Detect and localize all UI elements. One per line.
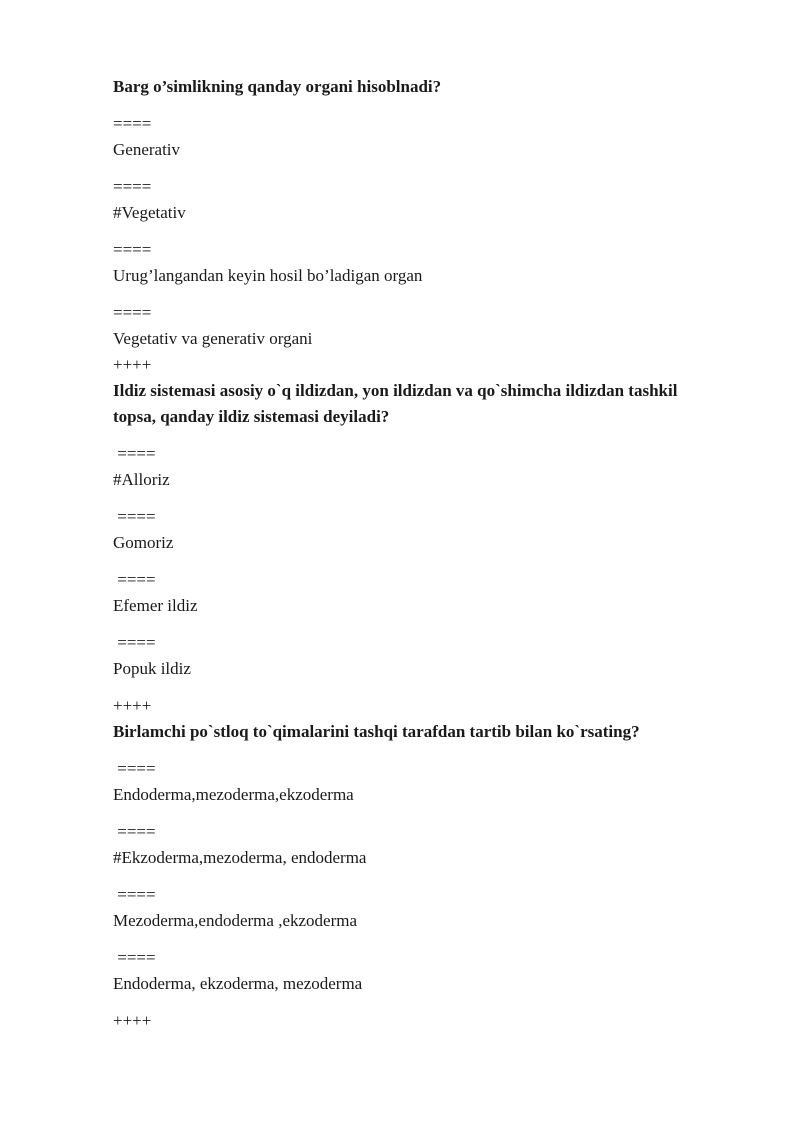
answer-separator: ==== — [113, 633, 156, 652]
answer-option: Generativ — [113, 140, 181, 159]
answer-option: #Vegetativ — [113, 203, 186, 222]
answer-option: Vegetativ va generativ organi — [113, 329, 313, 348]
question-end-delimiter: ++++ — [113, 1011, 152, 1030]
answer-separator: ==== — [113, 114, 152, 133]
question-text: topsa, qanday ildiz sistemasi deyiladi? — [113, 407, 390, 426]
answer-separator: ==== — [113, 948, 156, 967]
answer-option: #Ekzoderma,mezoderma, endoderma — [113, 848, 367, 867]
answer-option: Urug’langandan keyin hosil bo’ladigan organ — [113, 266, 423, 285]
answer-option: Endoderma, ekzoderma, mezoderma — [113, 974, 363, 993]
answer-option: Gomoriz — [113, 533, 174, 552]
answer-option: Popuk ildiz — [113, 659, 191, 678]
answer-option: #Alloriz — [113, 470, 170, 489]
answer-option: Endoderma,mezoderma,ekzoderma — [113, 785, 354, 804]
answer-separator: ==== — [113, 570, 156, 589]
answer-separator: ==== — [113, 240, 152, 259]
answer-separator: ==== — [113, 507, 156, 526]
question-text: Ildiz sistemasi asosiy o`q ildizdan, yon ildizdan va qo`shimcha ildizdan tashkil — [113, 381, 678, 400]
answer-separator: ==== — [113, 177, 152, 196]
document-body — [113, 74, 755, 1034]
question-text: Barg o’simlikning qanday organi hisoblnadi? — [113, 77, 442, 96]
answer-separator: ==== — [113, 822, 156, 841]
question-end-delimiter: ++++ — [113, 696, 152, 715]
question-end-delimiter: ++++ — [113, 355, 152, 374]
answer-option: Mezoderma,endoderma ,ekzoderma — [113, 911, 358, 930]
answer-separator: ==== — [113, 303, 152, 322]
answer-separator: ==== — [113, 885, 156, 904]
answer-separator: ==== — [113, 759, 156, 778]
question-text: Birlamchi po`stloq to`qimalarini tashqi tarafdan tartib bilan ko`rsating? — [113, 722, 640, 741]
answer-separator: ==== — [113, 444, 156, 463]
answer-option: Efemer ildiz — [113, 596, 198, 615]
